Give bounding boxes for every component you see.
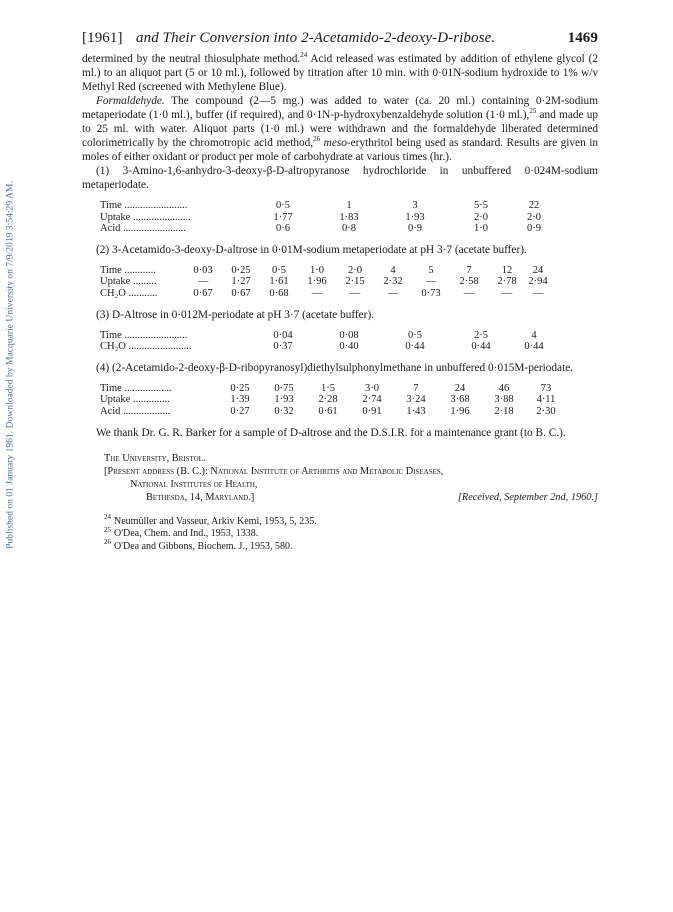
table-cell: —: [197, 276, 209, 288]
table-cell: 1·93: [405, 211, 425, 223]
author-address: [82, 452, 598, 504]
table-cell: 0·08: [339, 329, 359, 341]
table-cell: 0·73: [421, 287, 441, 299]
table-cell: 0·91: [362, 405, 382, 417]
download-watermark-text: Published on 01 January 1961. Downloaded by Macquarie University on 7/9/2019 3:54:29 AM.: [4, 181, 16, 549]
row-label: Uptake .........: [100, 276, 157, 288]
table-cell: —: [425, 276, 437, 288]
table-cell: 7: [413, 382, 419, 394]
row-label: Time ........................: [100, 329, 188, 341]
table-section-3: [100, 330, 554, 353]
address-line-3: National Institutes of Health,: [130, 478, 258, 490]
table-cell: 2·28: [318, 394, 338, 406]
table-cell: —: [349, 287, 361, 299]
journal-page: [82, 30, 598, 553]
table-cell: 4: [390, 264, 396, 276]
caption-section-2: (2) 3-Acetamido-3-deoxy-D-altrose in 0·01M-sodium metaperiodate at pH 3·7 (acetate buffer).: [96, 243, 527, 256]
table-cell: 2·0: [348, 264, 362, 276]
section-heading-formaldehyde: Formaldehyde.: [96, 95, 165, 107]
table-cell: —: [532, 287, 544, 299]
reference-item: [104, 538, 598, 554]
table-row: [100, 212, 554, 224]
table-cell: 1: [346, 200, 352, 211]
table-cell: 3·88: [494, 394, 514, 406]
reference-marker: 26: [313, 135, 321, 144]
table-cell: 3·24: [406, 394, 426, 406]
reference-item: [104, 513, 598, 529]
table-cell: 0·40: [339, 341, 359, 353]
paragraph-intro: determined by the neutral thiosulphate method.$^{24}$ Acid released was estimated by addition of ethylene glycol (2 ml.) to an aliquot part (5 or 10 ml.), followed by titration after 10 min. with 0·01N-sodium hydroxide to 1% w/v Methyl Red (screened with Methylene Blue).: [82, 51, 598, 93]
caption-section-1: (1) 3-Amino-1,6-anhydro-3-deoxy-β-D-altropyranose hydrochloride in unbuffered 0·024M-sodium metaperiodate.: [82, 165, 598, 191]
table-cell: 2·74: [362, 394, 382, 406]
table-section-4: [100, 383, 566, 418]
table-cell: 0·44: [471, 341, 491, 353]
table-cell: 5: [428, 264, 434, 276]
table-cell: 0·44: [524, 341, 544, 353]
table-cell: 2·18: [494, 405, 514, 417]
running-head: [82, 30, 598, 52]
table-cell: 0·5: [272, 264, 286, 276]
table-cell: 1·77: [273, 211, 293, 223]
table-cell: 22: [528, 200, 540, 211]
table-cell: 2·58: [459, 276, 479, 288]
reference-marker: 24: [300, 51, 308, 60]
table-cell: 1·27: [231, 276, 251, 288]
reference-item: [104, 525, 598, 541]
table-cell: 0·8: [342, 223, 356, 235]
table-cell: 3·0: [365, 382, 379, 394]
row-label: Acid ........................: [100, 223, 187, 235]
table-cell: 1·96: [450, 405, 470, 417]
table-cell: 1·5: [321, 382, 335, 394]
received-date: [Received, September 2nd, 1960.]: [457, 491, 598, 503]
table-cell: 46: [498, 382, 510, 394]
caption-section-4: (4) (2-Acetamido-2-deoxy-β-D-ribopyranosyl)diethylsulphonylmethane in unbuffered 0·015M-periodate.: [96, 361, 574, 374]
table-cell: —: [387, 287, 399, 299]
table-row: [100, 406, 566, 418]
table-cell: 0·44: [405, 341, 425, 353]
table-row: [100, 200, 554, 212]
row-label: Uptake ......................: [100, 211, 191, 223]
table-cell: 2·32: [383, 276, 403, 288]
table-cell: 0·03: [193, 264, 213, 276]
row-label: Time ........................: [100, 200, 188, 211]
table-cell: 24: [532, 264, 544, 276]
table-cell: 2·30: [536, 405, 556, 417]
reference-number: 24: [104, 513, 111, 522]
table-cell: 0·25: [231, 264, 251, 276]
table-cell: 0·9: [408, 223, 422, 235]
paragraph-formaldehyde: Formaldehyde. The compound (2—5 mg.) was added to water (ca. 20 ml.) containing 0·2M-sodium metaperiodate (1·0 ml.), buffer (if required), and 0·1N-p-hydroxybenzaldehyde solution (1·0 ml.),$^{25}$ and made up to 25 ml. with water. Aliquot parts (1·0 ml.) were withdrawn and the formaldehyde liberated determined colorimetrically by the chromotropic acid method,$^{26}$ meso-erythritol being used as standard. Results are given in moles of either oxidant or product per mole of carbohydrate at various times (hr.).: [82, 95, 599, 163]
table-cell: 24: [454, 382, 466, 394]
table-cell: 1·39: [230, 394, 250, 406]
table-cell: 0·5: [276, 200, 290, 211]
table-cell: 3·68: [450, 394, 470, 406]
table-cell: 2·0: [474, 211, 488, 223]
table-row: [100, 276, 550, 288]
table-cell: 5·5: [474, 200, 488, 211]
table-cell: 7: [466, 264, 472, 276]
reference-text: Neumüller and Vasseur, Arkiv Kemi, 1953, 5, 235.: [114, 515, 317, 527]
table-cell: —: [311, 287, 323, 299]
table-section-2: [100, 265, 550, 300]
table-cell: 0·5: [408, 329, 422, 341]
reference-number: 26: [104, 538, 111, 547]
table-cell: —: [501, 287, 513, 299]
table-cell: 2·15: [345, 276, 365, 288]
table-row: [100, 341, 554, 353]
download-watermark: [3, 150, 17, 580]
table-cell: —: [463, 287, 475, 299]
table-cell: 0·37: [273, 341, 293, 353]
header-year: [1961]: [82, 30, 123, 46]
table-cell: 1·61: [269, 276, 289, 288]
table-cell: 0·68: [269, 287, 289, 299]
table-cell: 0·61: [318, 405, 338, 417]
row-label: Uptake ..............: [100, 394, 170, 406]
table-row: [100, 394, 566, 406]
table-cell: 0·67: [231, 287, 251, 299]
row-label: CH₂O ........................: [100, 341, 192, 353]
table-cell: 2·94: [528, 276, 548, 288]
row-label: Acid ..................: [100, 405, 171, 417]
table-section-1: [100, 200, 554, 235]
table-cell: 1·43: [406, 405, 426, 417]
table-row: [100, 223, 554, 235]
table-cell: 12: [501, 264, 513, 276]
reference-list: [82, 513, 598, 554]
table-cell: 0·32: [274, 405, 294, 417]
table-cell: 73: [540, 382, 552, 394]
reference-marker: 25: [529, 107, 537, 116]
table-cell: 4·11: [536, 394, 556, 406]
table-cell: 1·0: [310, 264, 324, 276]
page-number: 1469: [567, 30, 598, 46]
table-row: [100, 265, 550, 277]
row-label: CH₂O ...........: [100, 287, 158, 299]
address-line-2: [Present address (B. C.): National Institute of Arthritis and Metabolic Diseases,: [104, 465, 444, 477]
caption-section-3: (3) D-Altrose in 0·012M-periodate at pH 3·7 (acetate buffer).: [96, 308, 375, 321]
table-cell: 0·25: [230, 382, 250, 394]
reference-text: O'Dea and Gibbons, Biochem. J., 1953, 580.: [114, 540, 293, 552]
address-line-1: The University, Bristol.: [104, 452, 206, 464]
table-row: [100, 330, 554, 342]
table-row: [100, 383, 566, 395]
table-cell: 1·83: [339, 211, 359, 223]
table-cell: 4: [531, 329, 537, 341]
address-line-4: Bethesda, 14, Maryland.] [Received, September 2nd, 1960.]: [146, 491, 598, 503]
table-cell: 3: [412, 200, 418, 211]
acknowledgement: We thank Dr. G. R. Barker for a sample of D-altrose and the D.S.I.R. for a maintenance grant (to B. C.).: [96, 426, 566, 439]
row-label: Time ..................: [100, 382, 172, 394]
reference-text: O'Dea, Chem. and Ind., 1953, 1338.: [114, 528, 259, 540]
table-cell: 1·93: [274, 394, 294, 406]
table-cell: 0·9: [527, 223, 541, 235]
table-cell: 0·04: [273, 329, 293, 341]
row-label: Time ............: [100, 264, 156, 276]
header-title: and Their Conversion into 2-Acetamido-2-deoxy-D-ribose.: [136, 30, 496, 46]
table-cell: 1·96: [307, 276, 327, 288]
table-cell: 2·78: [497, 276, 517, 288]
reference-number: 25: [104, 525, 111, 534]
table-cell: 1·0: [474, 223, 488, 235]
table-cell: 0·6: [276, 223, 290, 235]
table-cell: 0·75: [274, 382, 294, 394]
table-cell: 2·0: [527, 211, 541, 223]
table-cell: 0·67: [193, 287, 213, 299]
table-cell: 2·5: [474, 329, 488, 341]
table-row: [100, 288, 550, 300]
table-cell: 0·27: [230, 405, 250, 417]
